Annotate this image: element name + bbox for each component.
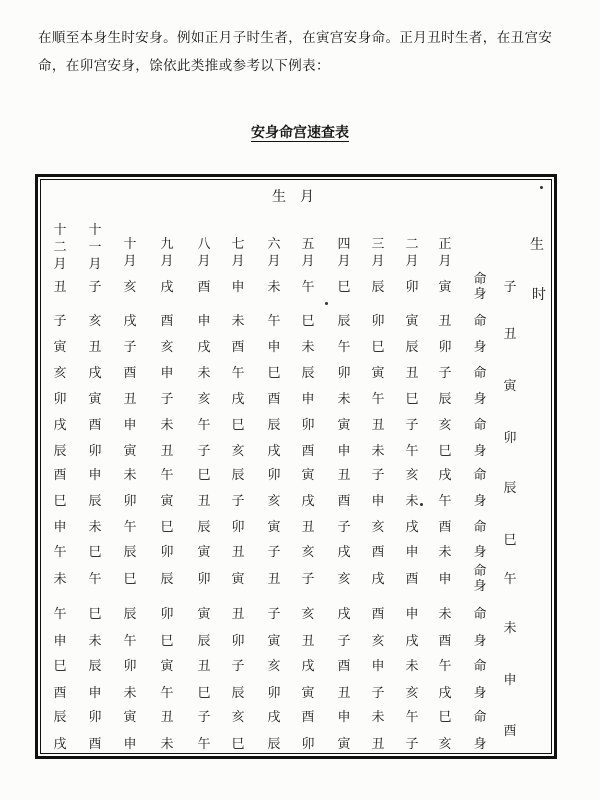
branch-cell: 子 — [231, 494, 245, 509]
branch-cell: 巳 — [53, 494, 67, 509]
branch-cell: 辰 — [438, 392, 452, 407]
branch-cell: 巳 — [53, 659, 67, 674]
intro-line-2: 命，在卯宫安身，馀依此类推或参考以下例表： — [38, 58, 330, 74]
branch-cell: 申 — [88, 468, 102, 483]
month-header-cell: 八月 — [197, 237, 211, 269]
branch-cell: 辰 — [53, 444, 67, 459]
branch-cell: 丑 — [405, 366, 419, 381]
branch-cell: 亥 — [405, 686, 419, 701]
branch-cell: 寅 — [405, 314, 419, 329]
birth-hour-label: 申 — [503, 672, 517, 688]
speck — [420, 503, 423, 506]
branch-cell: 亥 — [438, 737, 452, 752]
palace-kind-label: 身 — [473, 494, 487, 509]
branch-cell: 未 — [88, 520, 102, 535]
branch-cell: 酉 — [160, 314, 174, 329]
branch-cell: 丑 — [53, 280, 67, 295]
branch-cell: 寅 — [160, 659, 174, 674]
branch-cell: 酉 — [337, 494, 351, 509]
branch-cell: 卯 — [88, 444, 102, 459]
month-header: 生月 — [272, 189, 328, 205]
month-header-cell: 十二月 — [53, 223, 67, 272]
branch-cell: 卯 — [267, 686, 281, 701]
branch-cell: 戌 — [267, 710, 281, 725]
palace-kind-label: 身 — [473, 392, 487, 407]
branch-cell: 亥 — [267, 494, 281, 509]
branch-cell: 卯 — [267, 468, 281, 483]
branch-cell: 亥 — [197, 392, 211, 407]
branch-cell: 未 — [371, 444, 385, 459]
branch-cell: 寅 — [88, 392, 102, 407]
birth-hour-label: 巳 — [503, 532, 517, 548]
branch-cell: 午 — [53, 607, 67, 622]
branch-cell: 申 — [405, 545, 419, 560]
branch-cell: 辰 — [267, 418, 281, 433]
branch-cell: 辰 — [123, 545, 137, 560]
branch-cell: 午 — [197, 418, 211, 433]
branch-cell: 亥 — [88, 314, 102, 329]
branch-cell: 未 — [123, 686, 137, 701]
speck — [540, 186, 543, 189]
branch-cell: 未 — [123, 468, 137, 483]
branch-cell: 申 — [438, 572, 452, 587]
birth-hour-label: 卯 — [503, 431, 517, 446]
branch-cell: 申 — [267, 340, 281, 355]
branch-cell: 申 — [231, 280, 245, 295]
branch-cell: 午 — [123, 634, 137, 649]
branch-cell: 戌 — [197, 340, 211, 355]
palace-kind-label: 命 — [473, 314, 487, 329]
branch-cell: 丑 — [337, 468, 351, 483]
branch-cell: 酉 — [88, 418, 102, 433]
month-header-cell: 十一月 — [88, 223, 102, 272]
branch-cell: 子 — [267, 607, 281, 622]
month-header-cell: 五月 — [301, 237, 315, 269]
palace-kind-label: 命 — [473, 366, 487, 381]
branch-cell: 卯 — [160, 545, 174, 560]
branch-cell: 寅 — [53, 340, 67, 355]
branch-cell: 巳 — [160, 520, 174, 535]
branch-cell: 酉 — [123, 366, 137, 381]
branch-cell: 戌 — [301, 494, 315, 509]
branch-cell: 申 — [53, 520, 67, 535]
branch-cell: 巳 — [231, 737, 245, 752]
branch-cell: 戌 — [405, 520, 419, 535]
branch-cell: 酉 — [267, 392, 281, 407]
branch-cell: 申 — [371, 659, 385, 674]
branch-cell: 卯 — [123, 659, 137, 674]
branch-cell: 巳 — [88, 545, 102, 560]
month-header-cell: 六月 — [267, 237, 281, 269]
branch-cell: 寅 — [267, 634, 281, 649]
branch-cell: 酉 — [371, 545, 385, 560]
branch-cell: 辰 — [371, 280, 385, 295]
branch-cell: 子 — [197, 710, 211, 725]
branch-cell: 寅 — [231, 572, 245, 587]
branch-cell: 申 — [197, 314, 211, 329]
branch-cell: 酉 — [53, 468, 67, 483]
branch-cell: 辰 — [267, 737, 281, 752]
branch-cell: 亥 — [337, 572, 351, 587]
branch-cell: 卯 — [197, 572, 211, 587]
branch-cell: 巳 — [160, 634, 174, 649]
branch-cell: 申 — [88, 686, 102, 701]
branch-cell: 寅 — [123, 444, 137, 459]
branch-cell: 戌 — [53, 418, 67, 433]
branch-cell: 未 — [301, 340, 315, 355]
branch-cell: 午 — [405, 444, 419, 459]
speck — [325, 302, 328, 305]
branch-cell: 戌 — [160, 280, 174, 295]
branch-cell: 丑 — [267, 572, 281, 587]
branch-cell: 戌 — [53, 737, 67, 752]
branch-cell: 丑 — [337, 686, 351, 701]
branch-cell: 卯 — [231, 520, 245, 535]
palace-kind-label: 命 — [473, 607, 487, 622]
branch-cell: 丑 — [371, 737, 385, 752]
branch-cell: 酉 — [197, 280, 211, 295]
branch-cell: 午 — [53, 545, 67, 560]
branch-cell: 寅 — [337, 737, 351, 752]
palace-kind-label: 身 — [473, 340, 487, 355]
branch-cell: 未 — [438, 545, 452, 560]
branch-cell: 丑 — [371, 418, 385, 433]
branch-cell: 卯 — [301, 737, 315, 752]
branch-cell: 午 — [438, 659, 452, 674]
branch-cell: 丑 — [231, 607, 245, 622]
branch-cell: 未 — [160, 737, 174, 752]
birth-hour-label: 酉 — [503, 723, 517, 739]
branch-cell: 子 — [267, 545, 281, 560]
branch-cell: 巳 — [371, 340, 385, 355]
branch-cell: 未 — [337, 392, 351, 407]
branch-cell: 子 — [405, 737, 419, 752]
branch-cell: 子 — [371, 468, 385, 483]
branch-cell: 亥 — [438, 418, 452, 433]
branch-cell: 亥 — [123, 280, 137, 295]
branch-cell: 午 — [438, 494, 452, 509]
branch-cell: 亥 — [53, 366, 67, 381]
birth-hour-label: 丑 — [503, 327, 517, 342]
branch-cell: 卯 — [301, 418, 315, 433]
branch-cell: 未 — [160, 418, 174, 433]
branch-cell: 戌 — [438, 468, 452, 483]
branch-cell: 亥 — [301, 607, 315, 622]
intro-paragraph — [38, 24, 578, 80]
branch-cell: 子 — [53, 314, 67, 329]
branch-cell: 巳 — [405, 392, 419, 407]
branch-cell: 子 — [123, 340, 137, 355]
branch-cell: 卯 — [371, 314, 385, 329]
branch-cell: 巳 — [231, 418, 245, 433]
branch-cell: 戌 — [371, 572, 385, 587]
branch-cell: 亥 — [371, 520, 385, 535]
branch-cell: 子 — [88, 280, 102, 295]
branch-cell: 午 — [160, 468, 174, 483]
branch-cell: 辰 — [337, 314, 351, 329]
branch-cell: 酉 — [301, 710, 315, 725]
branch-cell: 辰 — [88, 494, 102, 509]
branch-cell: 丑 — [438, 314, 452, 329]
branch-cell: 戌 — [337, 545, 351, 560]
month-header-cell: 七月 — [231, 237, 245, 269]
palace-kind-label: 命 — [473, 710, 487, 725]
branch-cell: 未 — [438, 607, 452, 622]
branch-cell: 亥 — [231, 444, 245, 459]
branch-cell: 巳 — [123, 572, 137, 587]
branch-cell: 寅 — [197, 545, 211, 560]
branch-cell: 巳 — [267, 366, 281, 381]
branch-cell: 辰 — [160, 572, 174, 587]
palace-kind-label: 命 — [473, 468, 487, 483]
branch-cell: 戌 — [231, 392, 245, 407]
branch-cell: 寅 — [301, 468, 315, 483]
branch-cell: 戌 — [337, 607, 351, 622]
branch-cell: 卯 — [231, 634, 245, 649]
branch-cell: 酉 — [438, 634, 452, 649]
branch-cell: 寅 — [197, 607, 211, 622]
branch-cell: 未 — [88, 634, 102, 649]
birth-hour-label: 子 — [503, 280, 517, 295]
birth-hour-label: 午 — [503, 572, 517, 587]
branch-cell: 卯 — [88, 710, 102, 725]
branch-cell: 午 — [88, 572, 102, 587]
branch-cell: 卯 — [337, 366, 351, 381]
branch-cell: 戌 — [88, 366, 102, 381]
branch-cell: 辰 — [53, 710, 67, 725]
branch-cell: 子 — [301, 572, 315, 587]
month-header-cell: 三月 — [371, 237, 385, 269]
branch-cell: 巳 — [197, 686, 211, 701]
branch-cell: 丑 — [88, 340, 102, 355]
branch-cell: 酉 — [231, 340, 245, 355]
birth-hour-label: 未 — [503, 620, 517, 636]
branch-cell: 巳 — [337, 280, 351, 295]
branch-cell: 未 — [231, 314, 245, 329]
month-header-cell: 二月 — [405, 237, 419, 269]
branch-cell: 卯 — [160, 607, 174, 622]
branch-cell: 卯 — [123, 494, 137, 509]
branch-cell: 丑 — [301, 634, 315, 649]
branch-cell: 丑 — [197, 659, 211, 674]
palace-kind-label: 命 — [473, 418, 487, 433]
branch-cell: 酉 — [438, 520, 452, 535]
branch-cell: 卯 — [438, 340, 452, 355]
branch-cell: 戌 — [405, 634, 419, 649]
branch-cell: 午 — [371, 392, 385, 407]
branch-cell: 戌 — [267, 444, 281, 459]
branch-cell: 辰 — [231, 468, 245, 483]
branch-cell: 辰 — [301, 366, 315, 381]
branch-cell: 亥 — [160, 340, 174, 355]
branch-cell: 丑 — [160, 710, 174, 725]
branch-cell: 辰 — [123, 607, 137, 622]
branch-cell: 午 — [267, 314, 281, 329]
branch-cell: 寅 — [123, 710, 137, 725]
palace-kind-label: 命身 — [473, 564, 487, 594]
palace-kind-label: 身 — [473, 686, 487, 701]
branch-cell: 未 — [405, 659, 419, 674]
branch-cell: 卯 — [53, 392, 67, 407]
branch-cell: 寅 — [371, 366, 385, 381]
branch-cell: 巳 — [197, 468, 211, 483]
branch-cell: 寅 — [301, 686, 315, 701]
branch-cell: 丑 — [197, 494, 211, 509]
branch-cell: 酉 — [301, 444, 315, 459]
branch-cell: 巳 — [301, 314, 315, 329]
birth-hour-label: 寅 — [503, 379, 517, 394]
palace-kind-label: 身 — [473, 634, 487, 649]
branch-cell: 申 — [53, 634, 67, 649]
hour-header-2: 时 — [532, 287, 546, 303]
branch-cell: 亥 — [405, 468, 419, 483]
branch-cell: 子 — [231, 659, 245, 674]
branch-cell: 酉 — [337, 659, 351, 674]
branch-cell: 申 — [405, 607, 419, 622]
branch-cell: 未 — [405, 494, 419, 509]
branch-cell: 申 — [123, 737, 137, 752]
branch-cell: 申 — [337, 710, 351, 725]
branch-cell: 亥 — [231, 710, 245, 725]
birth-hour-label: 辰 — [503, 481, 517, 496]
branch-cell: 未 — [267, 280, 281, 295]
branch-cell: 戌 — [438, 686, 452, 701]
branch-cell: 午 — [301, 280, 315, 295]
branch-cell: 子 — [197, 444, 211, 459]
branch-cell: 亥 — [267, 659, 281, 674]
branch-cell: 子 — [337, 520, 351, 535]
branch-cell: 丑 — [301, 520, 315, 535]
branch-cell: 巳 — [438, 710, 452, 725]
branch-cell: 辰 — [231, 686, 245, 701]
branch-cell: 未 — [371, 710, 385, 725]
branch-cell: 巳 — [438, 444, 452, 459]
branch-cell: 酉 — [88, 737, 102, 752]
branch-cell: 巳 — [88, 607, 102, 622]
branch-cell: 子 — [371, 686, 385, 701]
branch-cell: 子 — [160, 392, 174, 407]
branch-cell: 戌 — [123, 314, 137, 329]
branch-cell: 午 — [405, 710, 419, 725]
palace-kind-label: 命 — [473, 659, 487, 674]
palace-kind-label: 身 — [473, 737, 487, 752]
branch-cell: 午 — [337, 340, 351, 355]
branch-cell: 未 — [53, 572, 67, 587]
branch-cell: 申 — [371, 494, 385, 509]
branch-cell: 未 — [197, 366, 211, 381]
palace-kind-label: 命 — [473, 520, 487, 535]
branch-cell: 申 — [160, 366, 174, 381]
branch-cell: 申 — [123, 418, 137, 433]
branch-cell: 戌 — [301, 659, 315, 674]
branch-cell: 酉 — [405, 572, 419, 587]
branch-cell: 子 — [405, 418, 419, 433]
branch-cell: 子 — [337, 634, 351, 649]
branch-cell: 寅 — [438, 280, 452, 295]
branch-cell: 辰 — [405, 340, 419, 355]
month-header-cell: 九月 — [160, 237, 174, 269]
branch-cell: 辰 — [197, 520, 211, 535]
branch-cell: 寅 — [160, 494, 174, 509]
branch-cell: 丑 — [123, 392, 137, 407]
palace-kind-label: 身 — [473, 545, 487, 560]
branch-cell: 亥 — [301, 545, 315, 560]
branch-cell: 辰 — [197, 634, 211, 649]
month-header-cell: 四月 — [337, 237, 351, 269]
intro-line-1: 在順至本身生时安身。例如正月子时生者，在寅宫安身命。正月丑时生者，在丑宫安 — [38, 30, 553, 46]
month-header-cell: 十月 — [123, 237, 137, 269]
branch-cell: 午 — [160, 686, 174, 701]
branch-cell: 卯 — [405, 280, 419, 295]
branch-cell: 亥 — [371, 634, 385, 649]
branch-cell: 子 — [438, 366, 452, 381]
branch-cell: 酉 — [53, 686, 67, 701]
branch-cell: 辰 — [88, 659, 102, 674]
hour-header-char-1: 生 — [530, 237, 544, 253]
branch-cell: 午 — [197, 737, 211, 752]
branch-cell: 午 — [123, 520, 137, 535]
branch-cell: 丑 — [160, 444, 174, 459]
branch-cell: 申 — [337, 444, 351, 459]
branch-cell: 丑 — [231, 545, 245, 560]
month-header-cell: 正月 — [438, 237, 452, 269]
branch-cell: 午 — [231, 366, 245, 381]
table-title: 安身命宫速查表 — [251, 125, 349, 141]
branch-cell: 寅 — [337, 418, 351, 433]
branch-cell: 酉 — [371, 607, 385, 622]
palace-kind-label: 命身 — [473, 272, 487, 302]
branch-cell: 寅 — [267, 520, 281, 535]
branch-cell: 申 — [301, 392, 315, 407]
palace-kind-label: 身 — [473, 444, 487, 459]
